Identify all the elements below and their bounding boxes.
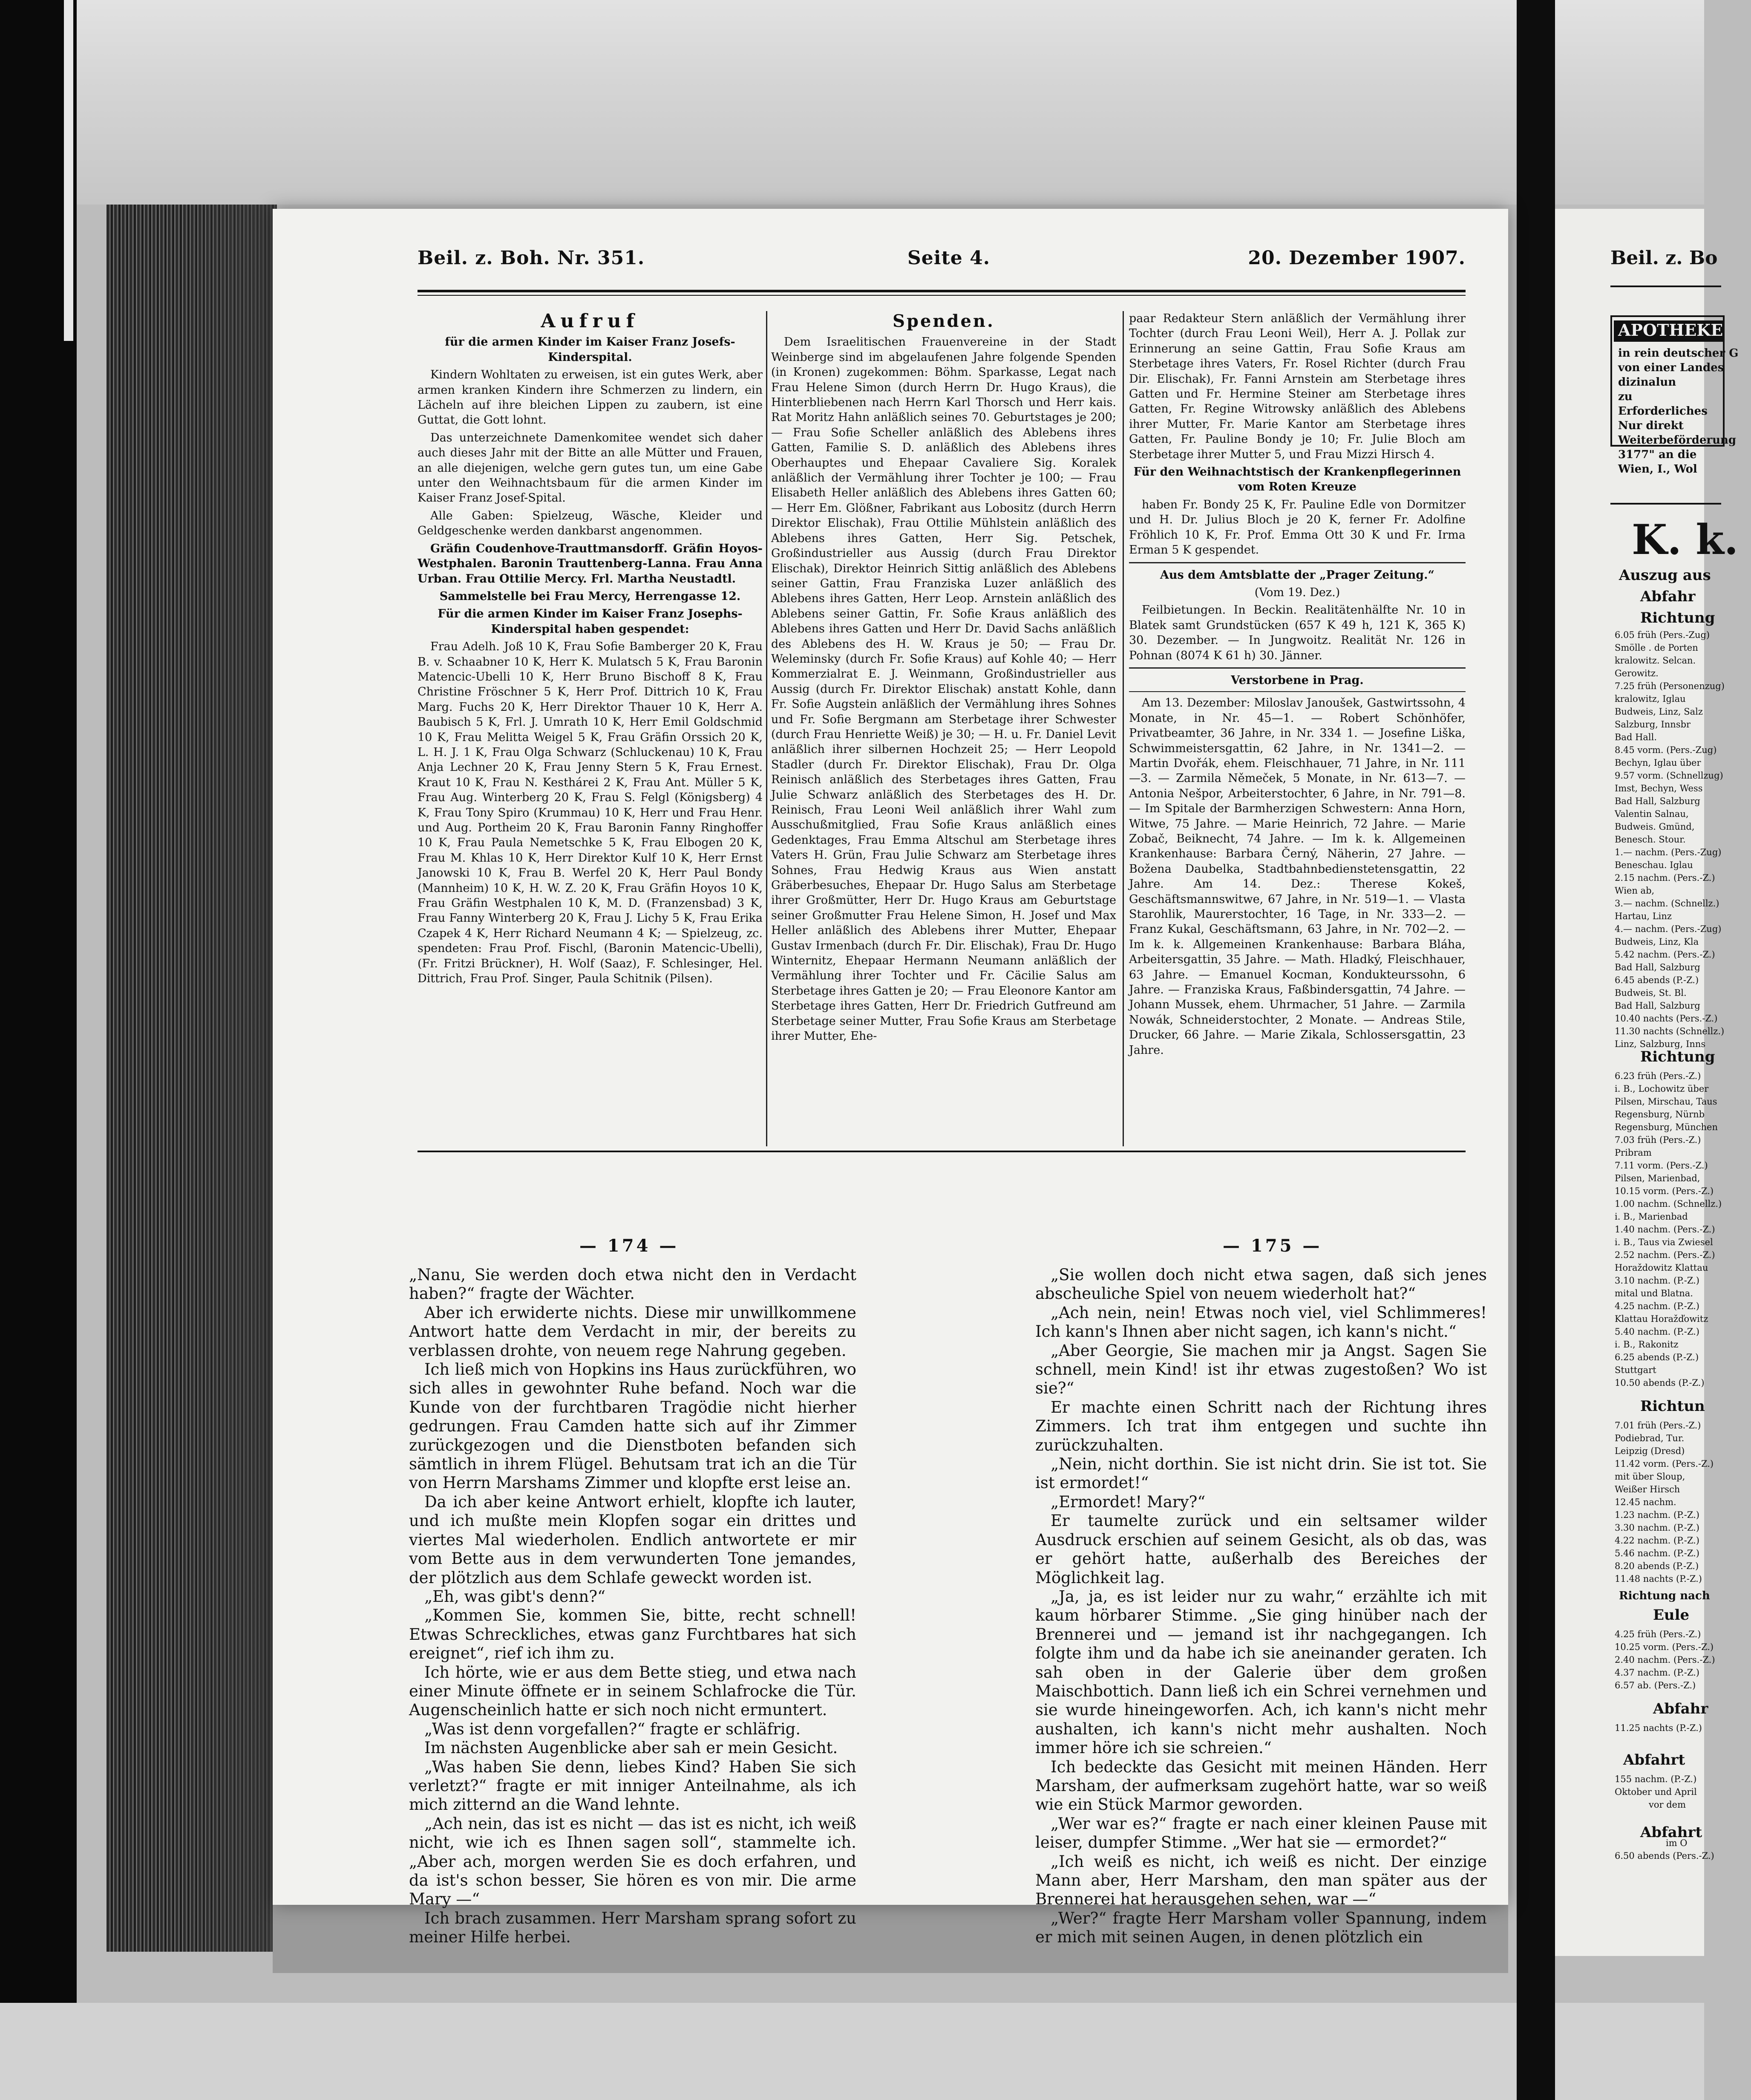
timetable-entry: 4.— nachm. (Pers.-Zug)	[1615, 924, 1722, 934]
timetable-eule: Eule	[1653, 1607, 1690, 1624]
timetable-entry: Pilsen, Marienbad,	[1615, 1173, 1700, 1183]
kranken-heading: Für den Weihnachtstisch der Krankenpflegerinnen vom Roten Kreuze	[1133, 465, 1461, 494]
timetable-entry: Horaždowitz Klattau	[1615, 1263, 1708, 1273]
timetable-direction: Richtung	[1640, 1048, 1715, 1065]
timetable-entry: 6.57 ab. (Pers.-Z.)	[1615, 1680, 1696, 1690]
timetable-entry: 2.40 nachm. (Pers.-Z.)	[1615, 1655, 1715, 1665]
ad-line: 3177" an die	[1618, 448, 1697, 461]
aufruf-title: Aufruf	[541, 310, 639, 332]
ad-line: Nur direkt	[1618, 419, 1684, 432]
novel-paragraph: „Sie wollen doch nicht etwa sagen, daß sich jenes abscheuliche Spiel von neuem wiederholt hat?“	[1035, 1266, 1487, 1303]
timetable-entry: Bad Hall, Salzburg	[1615, 962, 1700, 972]
novel-paragraph: „Wer war es?“ fragte er nach einer kleinen Pause mit leiser, dumpfer Stimme. „Wer hat sie — ermordet?“	[1035, 1814, 1487, 1852]
timetable-block-5	[1615, 1722, 1713, 1862]
timetable-entry: 7.01 früh (Pers.-Z.)	[1615, 1420, 1701, 1431]
novel-paragraph: „Ich weiß es nicht, ich weiß es nicht. Der einzige Mann aber, Herr Marsham, den man später aus der Brennerei hat herausgehen sehen, war —“	[1035, 1852, 1487, 1909]
timetable-entry: 6.50 abends (Pers.-Z.)	[1615, 1851, 1714, 1861]
timetable-entry: 3.30 nachm. (P.-Z.)	[1615, 1523, 1699, 1533]
timetable-abfahrt: Abfahrt	[1640, 1824, 1702, 1841]
timetable-entry: Bad Hall, Salzburg	[1615, 796, 1700, 806]
aufruf-donations-intro: Für die armen Kinder im Kaiser Franz Josephs-Kinderspital haben gespendet:	[438, 607, 743, 636]
timetable-entry: im O	[1666, 1838, 1688, 1848]
ad-line: Erforderliches	[1618, 405, 1708, 418]
timetable-direction: Richtung nach	[1619, 1589, 1710, 1602]
verstorbene-heading: Verstorbene in Prag.	[1231, 673, 1364, 687]
book-page-edges-shadow	[179, 205, 277, 1952]
timetable-entry: Bad Hall.	[1615, 732, 1657, 742]
timetable-entry: i. B., Taus via Zwiesel	[1615, 1237, 1713, 1247]
timetable-entry: 3.10 nachm. (P.-Z.)	[1615, 1275, 1699, 1286]
timetable-entry: Klattau Horažďowitz	[1615, 1314, 1708, 1324]
timetable-entry: Bechyn, Iglau über	[1615, 758, 1701, 768]
timetable-entry: Hartau, Linz	[1615, 911, 1672, 921]
timetable-subtitle: Auszug aus	[1619, 567, 1711, 584]
timetable-entry: Budweis. Gmünd,	[1615, 822, 1695, 832]
film-left-bar	[64, 0, 73, 341]
timetable-block-1	[1615, 629, 1725, 1050]
ad-line: in rein deutscher G	[1618, 347, 1739, 360]
timetable-entry: 10.50 abends (P.-Z.)	[1615, 1378, 1705, 1388]
timetable-entry: i. B., Rakonitz	[1615, 1339, 1679, 1350]
timetable-entry: 1.00 nachm. (Schnellz.)	[1615, 1199, 1722, 1209]
timetable-entry: 11.48 nachts (P.-Z.)	[1615, 1574, 1702, 1584]
timetable-entry: i. B., Marienbad	[1615, 1212, 1688, 1222]
apotheke-ad-text	[1618, 346, 1739, 476]
novel-paragraph: „Nanu, Sie werden doch etwa nicht den in Verdacht haben?“ fragte der Wächter.	[409, 1266, 856, 1303]
ad-line: dizinalun	[1618, 376, 1676, 389]
timetable-entry: 6.25 abends (P.-Z.)	[1615, 1352, 1699, 1362]
column-notices	[1129, 311, 1466, 1142]
timetable-entry: Budweis, Linz, Kla	[1615, 937, 1699, 947]
aufruf-subtitle: für die armen Kinder im Kaiser Franz Josefs-Kinderspital.	[445, 335, 735, 364]
header-rule-thin	[418, 295, 1466, 296]
timetable-entry: Salzburg, Innsbr	[1615, 719, 1691, 730]
timetable-direction: Richtun	[1640, 1398, 1705, 1415]
film-top-border	[0, 0, 1704, 205]
novel-paragraph: „Kommen Sie, kommen Sie, bitte, recht schnell! Etwas Schreckliches, etwas ganz Furchtbares hat sich ereignet“, rief ich ihm zu.	[409, 1606, 856, 1663]
novel-paragraph: „Was ist denn vorgefallen?“ fragte er schläfrig.	[424, 1719, 801, 1738]
timetable-entry: Smölle . de Porten	[1615, 643, 1698, 653]
novel-paragraph: „Nein, nicht dorthin. Sie ist nicht drin. Sie ist tot. Sie ist ermordet!“	[1035, 1455, 1487, 1492]
timetable-entry: 6.23 früh (Pers.-Z.)	[1615, 1071, 1701, 1081]
novel-paragraph: Er taumelte zurück und ein seltsamer wilder Ausdruck erschien auf seinem Gesicht, als ob das, was er gehört hatte, außerhalb des Bereiches der Möglichkeit lag.	[1035, 1512, 1487, 1587]
aufruf-paragraph: Das unterzeichnete Damenkomitee wendet sich daher auch dieses Jahr mit der Bitte an alle Mütter und Frauen, an alle diejenigen, welche gern gutes tun, um eine Gabe unter den Weihnachtsbaum für die armen Kinder im Kaiser Franz Josef-Spital.	[418, 431, 763, 505]
newspaper-page	[273, 209, 1508, 1947]
timetable-abfahrt: Abfahr	[1640, 588, 1696, 605]
timetable-entry: 1.40 nachm. (Pers.-Z.)	[1615, 1224, 1715, 1235]
timetable-entry: 7.11 vorm. (Pers.-Z.)	[1615, 1160, 1708, 1171]
timetable-title: K. k.	[1632, 516, 1739, 564]
timetable-entry: 11.25 nachts (P.-Z.)	[1615, 1723, 1702, 1733]
timetable-entry: 2.15 nachm. (Pers.-Z.)	[1615, 873, 1715, 883]
verstorbene-list: Am 13. Dezember: Miloslav Janoušek, Gastwirtssohn, 4 Monate, in Nr. 45—1. — Robert Schönhöfer, Privatbeamter, 36 Jahre, in Nr. 334 1. — Josefine Liška, Schwimmeistersgattin, 62 Jahre, in Nr. 1341—2. — Martin Dvořák, ehem. Fleischhauer, 71 Jahre, in Nr. 111—3. — Zarmila Němeček, 5 Monate, in Nr. 613—7. — Antonia Nešpor, Arbeiterstochter, 6 Jahre, in Nr. 791—8. — Im Spitale der Barmherzigen Schwestern: Anna Horn, Witwe, 75 Jahre. — Marie Heinrich, 72 Jahre. — Marie Zobač, Beiknecht, 74 Jahre. — Im k. k. Allgemeinen Krankenhause: Barbara Černý, Näherin, 27 Jahre. — Božena Daubelka, Stadtbahnbedienstetensgattin, 22 Jahre. Am 14. Dez.: Therese Kokeš, Geschäftsmannswitwe, 67 Jahre, in Nr. 519—1. — Vlasta Starohlik, Maurerstochter, 16 Tage, in Nr. 333—2. — Franz Kukal, Geschäftsmann, 63 Jahre, in Nr. 702—2. — Im k. k. Allgemeinen Krankenhause: Barbara Bláha, Arbeitersgattin, 35 Jahre. — Math. Hladký, Fleischhauer, 63 Jahre. — Emanuel Kocman, Kondukteurssohn, 6 Jahre. — Franziska Kraus, Faßbindersgattin, 74 Jahre. — Johann Mussek, ehem. Uhrmacher, 51 Jahre. — Zarmila Nowák, Schneiderstochter, 2 Monate. — Andreas Stile, Drucker, 66 Jahre. — Marie Zikala, Schlossersgattin, 23 Jahre.	[1129, 696, 1466, 1057]
timetable-block-2	[1615, 1070, 1722, 1389]
timetable-entry: 12.45 nachm.	[1615, 1497, 1676, 1507]
timetable-entry: 10.15 vorm. (Pers.-Z.)	[1615, 1186, 1714, 1196]
novel-right-page-number: — 175 —	[1223, 1236, 1322, 1256]
novel-paragraph: Aber ich erwiderte nichts. Diese mir unwillkommene Antwort hatte dem Verdacht in mir, der bereits zu verblassen drohte, von neuem rege Nahrung gegeben.	[409, 1303, 856, 1360]
novel-paragraph: „Was haben Sie denn, liebes Kind? Haben Sie sich verletzt?“ fragte er mit inniger Anteilnahme, als ich mich zitternd an die Wand lehnte.	[409, 1757, 856, 1814]
header-rule-thick	[418, 290, 1466, 292]
timetable-entry: 5.42 nachm. (Pers.-Z.)	[1615, 949, 1715, 960]
spenden-body: Dem Israelitischen Frauenvereine in der Stadt Weinberge sind im abgelaufenen Jahre folgende Spenden (in Kronen) zugekommen: Böhm. Sparkasse, Legat nach Frau Helene Simon (durch Herrn Dr. Hugo Kraus), die Hinterbliebenen nach Herrn Karl Thorsch und Herr kais. Rat Moritz Hahn anläßlich seines 70. Geburtstages je 200; — Frau Sofie Scheller anläßlich des Ablebens ihres Gatten, Familie S. D. anläßlich des Ablebens ihres Oberhauptes und Ehepaar Cavaliere Sig. Koralek anläßlich der Vermählung ihrer Tochter je 100; — Frau Elisabeth Heller anläßlich des Ablebens ihres Gatten 60; — Herr Em. Glößner, Fabrikant aus Lobositz (durch Herrn Direktor Elischak), Frau Ottilie Mühlstein anläßlich des Ablebens ihres Gatten, Herr Sig. Petschek, Großindustrieller aus Aussig (durch Frau Direktor Elischak), Direktor Heinrich Sittig anläßlich des Ablebens seiner Gattin, Frau Franziska Luzer anläßlich des Ablebens ihres Gatten, Herr Leop. Arnstein anläßlich des Ablebens seiner Gattin, Fr. Sofie Kraus anläßlich des Ablebens ihres Gatten und Herr Dr. David Sachs anläßlich des Ablebens des H. W. Kraus je 50; — Frau Dr. Weleminsky (durch Fr. Sofie Kraus) auf Kohle 40; — Herr Kommerzialrat E. J. Weinmann, Großindustrieller aus Aussig (durch Fr. Direktor Elischak) anstatt Kohle, dann Fr. Sofie Augstein anläßlich der Vermählung ihres Sohnes und Fr. Sofie Bergmann am Sterbetage ihrer Schwester (durch Frau Henriette Weiß) je 30; — H. u. Fr. Daniel Levit anläßlich ihrer silbernen Hochzeit 25; — Herr Leopold Stadler (durch Fr. Direktor Elischak), Frau Dr. Olga Reinisch anläßlich des Sterbetages ihres Gatten, Frau Julie Schwarz anläßlich des Sterbetages des H. Dr. Reinisch, Frau Leoni Weil anläßlich ihrer Wahl zum Ausschußmitglied, Frau Sofie Kraus anläßlich eines Gedenktages, Frau Emma Altschul am Sterbetage ihres Vaters H. Grün, Frau Julie Schwarz am Sterbetage ihres Sohnes, Frau Hedwig Kraus aus Wien anstatt Gräberbesuches, Ehepaar Dr. Hugo Salus am Sterbetage ihrer Großmütter, Herr Dr. Hugo Kraus am Geburtstage seiner Großmutter Frau Helene Simon, H. Josef und Max Heller anläßlich des Ablebens ihrer Mutter, Ehepaar Gustav Irmenbach (durch Fr. Dir. Elischak), Frau Dr. Hugo Winternitz, Ehepaar Hermann Neumann anläßlich der Vermählung ihrer Tochter und Fr. Cäcilie Salus am Sterbetage ihres Gatten je 20; — Frau Eleonore Kantor am Sterbetage ihres Gatten, Herr Dr. Friedrich Gutfreund am Sterbetage seiner Mutter, Frau Sofie Kraus am Sterbetage ihrer Mutter, Ehe-	[771, 335, 1116, 1043]
adjacent-page-header: Beil. z. Bo	[1610, 247, 1718, 269]
aufruf-collection-point: Sammelstelle bei Frau Mercy, Herrengasse 12.	[439, 589, 741, 603]
timetable-abfahrt: Abfahr	[1653, 1700, 1708, 1717]
timetable-entry: 5.40 nachm. (P.-Z.)	[1615, 1327, 1699, 1337]
timetable-entry: i. B., Lochowitz über	[1615, 1084, 1709, 1094]
ad-line: Weiterbeförderung	[1618, 434, 1737, 447]
timetable-entry: 1.23 nachm. (P.-Z.)	[1615, 1510, 1699, 1520]
timetable-entry: 4.25 nachm. (P.-Z.)	[1615, 1301, 1699, 1311]
feilbietungen-notice: Feilbietungen. In Beckin. Realitätenhälfte Nr. 10 in Blatek samt Grundstücken (657 K 49 h, 121 K, 365 K) 30. Dezember. — In Jungwoitz. Realität Nr. 126 in Pohnan (8074 K 61 h) 30. Jänner.	[1129, 603, 1466, 662]
novel-paragraph: Ich ließ mich von Hopkins ins Haus zurückführen, wo sich alles in gewohnter Ruhe befand. Noch war die Kunde von der furchtbaren Tragödie nicht hierher gedrungen. Frau Camden hatte sich auf ihr Zimmer zurückgezogen und die Dienstboten befanden sich sämtlich in ihrem Flügel. Behutsam trat ich an die Tür von Herrn Marshams Zimmer und klopfte erst leise an.	[409, 1360, 856, 1492]
timetable-entry: 7.03 früh (Pers.-Z.)	[1615, 1135, 1701, 1145]
timetable-entry: 7.25 früh (Personenzug)	[1615, 681, 1725, 691]
timetable-block-4	[1615, 1628, 1713, 1692]
timetable-entry: Beneschau. Iglau	[1615, 860, 1693, 870]
novel-left-column	[409, 1266, 856, 1969]
timetable-entry: Stuttgart	[1615, 1365, 1656, 1375]
novel-paragraph: Er machte einen Schritt nach der Richtung ihres Zimmers. Ich trat ihm entgegen und suchte ihn zurückzuhalten.	[1035, 1398, 1487, 1454]
timetable-entry: Imst, Bechyn, Wess	[1615, 783, 1703, 793]
running-header	[418, 247, 1466, 281]
timetable-abfahrt: Abfahrt	[1623, 1751, 1685, 1768]
timetable-entry: Valentin Salnau,	[1615, 809, 1689, 819]
novel-paragraph: Ich brach zusammen. Herr Marsham sprang sofort zu meiner Hilfe herbei.	[409, 1909, 856, 1947]
timetable-entry: 2.52 nachm. (Pers.-Z.)	[1615, 1250, 1715, 1260]
timetable-entry: Weißer Hirsch	[1615, 1484, 1680, 1494]
newspaper-bottom-rule	[418, 1151, 1466, 1152]
timetable-entry: mit über Sloup,	[1615, 1471, 1685, 1482]
novel-paragraph: Ich hörte, wie er aus dem Bette stieg, und etwa nach einer Minute öffnete er in seinem Schlafrocke die Tür. Augenscheinlich hatte er sich noch nicht ermuntert.	[409, 1663, 856, 1719]
timetable-entry: 8.45 vorm. (Pers.-Zug)	[1615, 745, 1717, 755]
timetable-entry: Podiebrad, Tur.	[1615, 1433, 1685, 1443]
novel-left-page-number: — 174 —	[579, 1236, 679, 1256]
ad-line: Wien, I., Wol	[1618, 463, 1697, 476]
section-divider	[1129, 562, 1466, 563]
ad-line: zu	[1618, 390, 1633, 403]
timetable-entry: Bad Hall, Salzburg	[1615, 1001, 1700, 1011]
section-divider-thin	[1129, 691, 1466, 692]
amtsblatt-heading: Aus dem Amtsblatte der „Prager Zeitung.“	[1160, 568, 1435, 582]
column-separator	[1123, 311, 1124, 1146]
header-date: 20. Dezember 1907.	[1248, 247, 1466, 269]
timetable-entry: 8.20 abends (P.-Z.)	[1615, 1561, 1699, 1571]
timetable-entry: 155 nachm. (P.-Z.)	[1615, 1774, 1697, 1784]
novel-paragraph: „Ermordet! Mary?“	[1051, 1492, 1206, 1511]
timetable-direction: Richtung	[1640, 609, 1715, 626]
timetable-entry: Leipzig (Dresd)	[1615, 1446, 1685, 1456]
timetable-entry: Budweis, Linz, Salz	[1615, 707, 1703, 717]
timetable-entry: 4.25 früh (Pers.-Z.)	[1615, 1629, 1701, 1639]
timetable-entry: 11.30 nachts (Schnellz.)	[1615, 1026, 1725, 1036]
novel-paragraph: „Eh, was gibt's denn?“	[424, 1587, 605, 1606]
timetable-entry: mital und Blatna.	[1615, 1288, 1693, 1298]
amtsblatt-date: (Vom 19. Dez.)	[1254, 586, 1340, 599]
adjacent-header-rule	[1610, 286, 1721, 287]
apotheke-ad-title: APOTHEKE	[1614, 320, 1725, 342]
film-right-gutter	[1517, 0, 1555, 2100]
timetable-entry: Wien ab,	[1615, 886, 1655, 896]
kranken-body: haben Fr. Bondy 25 K, Fr. Pauline Edle von Dormitzer und H. Dr. Julius Bloch je 20 K, ferner Fr. Adolfine Fröhlich 10 K, Fr. Prof. Emma Ott 30 K und Fr. Irma Erman 5 K gespendet.	[1129, 498, 1466, 557]
column-spenden	[771, 311, 1116, 1142]
timetable-entry: 10.25 vorm. (Pers.-Z.)	[1615, 1642, 1714, 1652]
novel-paragraph: Ich bedeckte das Gesicht mit meinen Händen. Herr Marsham, der aufmerksam zugehört hatte, war so weiß wie ein Stück Marmor geworden.	[1035, 1757, 1487, 1814]
spenden-title: Spenden.	[893, 311, 995, 331]
timetable-entry: 11.42 vorm. (Pers.-Z.)	[1615, 1459, 1714, 1469]
novel-paragraph: „Wer?“ fragte Herr Marsham voller Spannung, indem er mich mit seinen Augen, in denen plötzlich ein	[1035, 1909, 1487, 1947]
timetable-entry: 5.46 nachm. (P.-Z.)	[1615, 1548, 1699, 1558]
timetable-entry: Linz, Salzburg, Inns	[1615, 1039, 1706, 1049]
header-page-number: Seite 4.	[907, 247, 991, 269]
spenden-continuation: paar Redakteur Stern anläßlich der Vermählung ihrer Tochter (durch Frau Leoni Weil), Herr A. J. Pollak zur Erinnerung an seine Gattin, Frau Sofie Kraus am Sterbetage ihres Vaters, Fr. Rosel Richter (durch Frau Dir. Elischak), Fr. Fanni Arnstein am Sterbetage ihres Gatten und Fr. Hermine Steiner am Sterbetage ihres Gatten, Fr. Regine Witrowsky anläßlich des Ablebens ihrer Mutter, Fr. Marie Kantor am Sterbetage ihres Gatten, Fr. Pauline Bondy je 10; Fr. Julie Bloch am Sterbetage ihrer Mutter 5, und Frau Mizzi Hirsch 4.	[1129, 312, 1466, 461]
timetable-block-3	[1615, 1419, 1713, 1585]
timetable-entry: 4.37 nachm. (P.-Z.)	[1615, 1667, 1699, 1678]
timetable-entry: Regensburg, Nürnb	[1615, 1109, 1705, 1119]
novel-paragraph: „Ach nein, das ist es nicht — das ist es nicht, ich weiß nicht, wie ich es Ihnen sagen soll“, stammelte ich. „Aber ach, morgen werden Sie es doch erfahren, und da ist's schon besser, Sie hören es von mir. Die arme Mary —“	[409, 1814, 856, 1909]
timetable-entry: Oktober und April	[1615, 1787, 1697, 1797]
adjacent-page-fragment	[1555, 209, 1739, 1956]
novel-paragraph: „Ja, ja, es ist leider nur zu wahr,“ erzählte ich mit kaum hörbarer Stimme. „Sie ging hinüber nach der Brennerei und — jemand ist ihr nachgegangen. Ich folgte ihm und da habe ich sie aneinander geraten. Ich sah oben in der Galerie über dem großen Maischbottich. Dann ließ ich ein Schrei vernehmen und sie wurde hineingeworfen. Ach, ich kann's nicht mehr aushalten, ich kann's nicht mehr aushalten. Noch immer höre ich sie schreien.“	[1035, 1587, 1487, 1757]
novel-paragraph: Im nächsten Augenblicke aber sah er mein Gesicht.	[424, 1739, 838, 1757]
timetable-entry: 4.22 nachm. (P.-Z.)	[1615, 1535, 1699, 1546]
timetable-rule	[1610, 503, 1721, 505]
aufruf-paragraph: Kindern Wohltaten zu erweisen, ist ein gutes Werk, aber armen kranken Kindern ihre Schmerzen zu lindern, ein Lächeln auf ihre bleichen Lippen zu zaubern, ist eine Guttat, die Gott lohnt.	[418, 368, 763, 427]
timetable-entry: Pilsen, Mirschau, Taus	[1615, 1096, 1717, 1107]
novel-paragraph: „Aber Georgie, Sie machen mir ja Angst. Sagen Sie schnell, mein Kind! ist ihr etwas zugestoßen? Wo ist sie?“	[1035, 1341, 1487, 1398]
aufruf-donations-list: Frau Adelh. Joß 10 K, Frau Sofie Bamberger 20 K, Frau B. v. Schaabner 10 K, Herr K. Mulatsch 5 K, Frau Baronin Matencic-Ubelli 10 K, Herr Bruno Bischoff 8 K, Frau Christine Fröschner 5 K, Herr Prof. Dittrich 10 K, Frau Marg. Fuchs 20 K, Herr Direktor Thauer 10 K, Herr A. Baubisch 5 K, Frl. J. Umrath 10 K, Herr Emil Goldschmid 10 K, Frau Melitta Weigel 5 K, Frau Gräfin Orssich 20 K, L. H. J. 1 K, Frau Olga Schwarz (Schluckenau) 10 K, Frau Anja Lechner 20 K, Frau Jenny Stern 5 K, Frau Ernest. Kraut 10 K, Frau N. Kesthárei 2 K, Frau Ant. Müller 5 K, Frau Aug. Winterberg 20 K, Frau S. Felgl (Königsberg) 4 K, Frau Tony Spiro (Krummau) 10 K, Herr und Frau Henr. und Aug. Portheim 20 K, Frau Baronin Fanny Ringhoffer 10 K, Frau Paula Nemetschke 5 K, Frau Elbogen 20 K, Frau M. Khlas 10 K, Herr Direktor Kulf 10 K, Herr Ernst Janowski 10 K, Frau B. Werfel 20 K, Herr Paul Bondy (Mannheim) 10 K, H. W. Z. 20 K, Frau Gräfin Hoyos 10 K, Frau Gräfin Westphalen 10 K, M. D. (Franzensbad) 3 K, Frau Fanny Winterberg 20 K, Frau J. Lichy 5 K, Frau Erika Czapek 4 K, Herr Richard Neumann 4 K; — Spielzeug, zc. spendeten: Frau Prof. Fischl, (Baronin Matencic-Ubelli), (Fr. Fritzi Brückner), H. Wolf (Saaz), F. Schlesinger, Hel. Dittrich, Frau Prof. Singer, Paula Schitnik (Pilsen).	[418, 640, 763, 986]
novel-paragraph: Da ich aber keine Antwort erhielt, klopfte ich lauter, und ich mußte mein Klopfen sogar ein drittes und viertes Mal wiederholen. Endlich antwortete er mir vom Bette aus in dem verwunderten Tone jemandes, der plötzlich aus dem Schlafe geweckt worden ist.	[409, 1492, 856, 1587]
novel-paragraph: „Ach nein, nein! Etwas noch viel, viel Schlimmeres! Ich kann's Ihnen aber nicht sagen, ich kann's nicht.“	[1035, 1303, 1487, 1341]
timetable-entry: 3.— nachm. (Schnellz.)	[1615, 898, 1719, 909]
section-divider	[1129, 667, 1466, 669]
ad-line: von einer Landes	[1618, 361, 1724, 374]
timetable-entry: 1.— nachm. (Pers.-Zug)	[1615, 847, 1722, 857]
timetable-entry: vor dem	[1649, 1800, 1686, 1810]
column-separator	[766, 311, 767, 1146]
timetable-entry: Pribram	[1615, 1148, 1652, 1158]
column-aufruf	[418, 311, 763, 1142]
timetable-entry: kralowitz. Selcan.	[1615, 655, 1696, 666]
header-supplement-number: Beil. z. Boh. Nr. 351.	[418, 247, 645, 269]
timetable-entry: 10.40 nachts (Pers.-Z.)	[1615, 1013, 1718, 1024]
timetable-entry: Regensburg, München	[1615, 1122, 1718, 1132]
film-bottom-border	[0, 2003, 1704, 2100]
timetable-entry: 6.45 abends (P.-Z.)	[1615, 975, 1699, 985]
timetable-entry: kralowitz, Iglau	[1615, 694, 1686, 704]
aufruf-signatories: Gräfin Coudenhove-Trauttmansdorff. Gräfin Hoyos-Westphalen. Baronin Trauttenberg-Lanna. Frau Anna Urban. Frau Ottilie Mercy. Frl. Martha Neustadtl.	[418, 542, 763, 586]
timetable-entry: 9.57 vorm. (Schnellzug)	[1615, 770, 1723, 781]
timetable-entry: Gerowitz.	[1615, 668, 1659, 678]
novel-right-column	[1035, 1266, 1487, 1969]
aufruf-paragraph: Alle Gaben: Spielzeug, Wäsche, Kleider und Geldgeschenke werden dankbarst angenommen.	[418, 509, 763, 538]
timetable-entry: 6.05 früh (Pers.-Zug)	[1615, 630, 1710, 640]
timetable-entry: Benesch. Stour.	[1615, 834, 1686, 845]
timetable-entry: Budweis, St. Bl.	[1615, 988, 1687, 998]
